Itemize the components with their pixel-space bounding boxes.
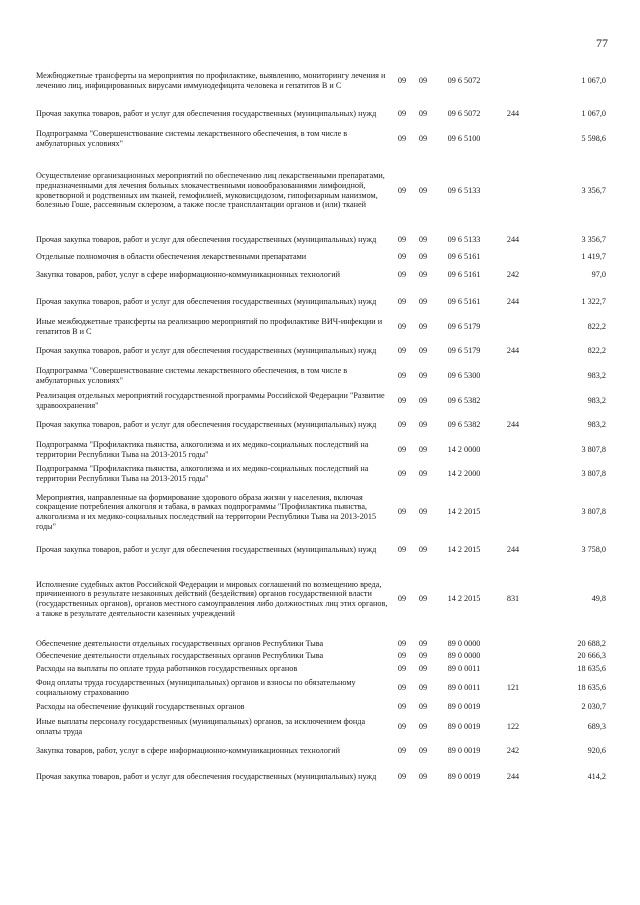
- row-name: Фонд оплаты труда государственных (муниципальных) органов и взносы по обязательному социальному страхованию: [36, 678, 356, 697]
- section-code: 09: [397, 270, 407, 280]
- target-article-code: 09 6 5161: [447, 252, 481, 262]
- section-code: 09: [397, 185, 407, 195]
- target-article-code: 14 2 0000: [447, 445, 481, 455]
- amount: 414,2: [587, 772, 606, 782]
- row-name: Прочая закупка товаров, работ и услуг для обеспечения государственных (муниципальных) нужд: [36, 346, 377, 356]
- row-name: Подпрограмма "Профилактика пьянства, алкоголизма и их медико-социальных последствий на территории Республики Тыва на 2013-2015 годы": [36, 464, 369, 483]
- table-row: [36, 767, 606, 787]
- row-name: Иные межбюджетные трансферты на реализацию мероприятий по профилактике ВИЧ-инфекции и гепатитов В и С: [36, 317, 383, 336]
- section-code: 09: [397, 252, 407, 262]
- section-code: 09: [397, 683, 407, 693]
- row-name: Расходы на обеспечение функций государственных органов: [36, 702, 245, 712]
- table-row: [36, 265, 606, 285]
- subsection-code: 09: [418, 270, 428, 280]
- table-row: [36, 540, 606, 560]
- row-name: Расходы на выплаты по оплате труда работников государственных органов: [36, 664, 298, 674]
- subsection-code: 09: [418, 722, 428, 732]
- section-code: 09: [397, 134, 407, 144]
- row-name: Мероприятия, направленные на формирование здорового образа жизни у населения, включая сокращение потребления алкоголя и табака, в рамках подпрограммы "Профилактика пьянства, алкоголизма и их медико-социальных последствий на территории Республики Тыва на 2013-2015 годы": [36, 492, 377, 531]
- section-code: 09: [397, 722, 407, 732]
- subsection-code: 09: [418, 109, 428, 119]
- table-row: [36, 638, 606, 650]
- amount: 1 067,0: [581, 76, 606, 86]
- target-article-code: 89 0 0011: [447, 683, 481, 693]
- subsection-code: 09: [418, 134, 428, 144]
- subsection-code: 09: [418, 396, 428, 406]
- row-name: Отдельные полномочия в области обеспечения лекарственными препаратами: [36, 252, 307, 262]
- row-name: Прочая закупка товаров, работ и услуг для обеспечения государственных (муниципальных) нужд: [36, 109, 377, 119]
- amount: 983,2: [587, 371, 606, 381]
- target-article-code: 89 0 0019: [447, 702, 481, 712]
- target-article-code: 14 2 2015: [447, 594, 481, 604]
- section-code: 09: [397, 396, 407, 406]
- target-article-code: 89 0 0019: [447, 722, 481, 732]
- table-row: [36, 650, 606, 662]
- amount: 689,3: [587, 722, 606, 732]
- subsection-code: 09: [418, 235, 428, 245]
- subsection-code: 09: [418, 322, 428, 332]
- amount: 20 688,2: [577, 639, 606, 649]
- table-row: [36, 717, 606, 737]
- row-name: Подпрограмма "Профилактика пьянства, алкоголизма и их медико-социальных последствий на территории Республики Тыва на 2013-2015 годы": [36, 440, 369, 459]
- target-article-code: 14 2 2015: [447, 507, 481, 517]
- expense-type-code: 244: [506, 346, 520, 356]
- section-code: 09: [397, 109, 407, 119]
- row-name: Реализация отдельных мероприятий государственной программы Российской Федерации "Развитие здравоохранения": [36, 391, 385, 410]
- subsection-code: 09: [418, 346, 428, 356]
- row-name: Прочая закупка товаров, работ и услуг для обеспечения государственных (муниципальных) нужд: [36, 235, 377, 245]
- target-article-code: 09 6 5161: [447, 297, 481, 307]
- amount: 18 635,6: [577, 664, 606, 674]
- table-row: [36, 317, 606, 337]
- table-row: [36, 366, 606, 386]
- expense-type-code: 244: [506, 545, 520, 555]
- table-row: [36, 391, 606, 411]
- table-row: [36, 152, 606, 229]
- target-article-code: 09 6 5161: [447, 270, 481, 280]
- amount: 97,0: [591, 270, 606, 280]
- budget-table: [36, 66, 606, 787]
- table-row: [36, 251, 606, 263]
- target-article-code: 09 6 5133: [447, 185, 481, 195]
- table-row: [36, 663, 606, 675]
- amount: 1 419,7: [581, 252, 606, 262]
- target-article-code: 14 2 2015: [447, 545, 481, 555]
- section-code: 09: [397, 420, 407, 430]
- section-code: 09: [397, 746, 407, 756]
- expense-type-code: 242: [506, 270, 520, 280]
- section-code: 09: [397, 639, 407, 649]
- subsection-code: 09: [418, 76, 428, 86]
- expense-type-code: 121: [506, 683, 520, 693]
- subsection-code: 09: [418, 683, 428, 693]
- amount: 49,8: [591, 594, 606, 604]
- section-code: 09: [397, 507, 407, 517]
- amount: 1 067,0: [581, 109, 606, 119]
- row-name: Прочая закупка товаров, работ и услуг для обеспечения государственных (муниципальных) нужд: [36, 420, 377, 430]
- section-code: 09: [397, 371, 407, 381]
- target-article-code: 09 6 5382: [447, 420, 481, 430]
- expense-type-code: 244: [506, 297, 520, 307]
- target-article-code: 09 6 5072: [447, 109, 481, 119]
- expense-type-code: 242: [506, 746, 520, 756]
- section-code: 09: [397, 346, 407, 356]
- expense-type-code: 244: [506, 235, 520, 245]
- table-row: [36, 292, 606, 312]
- subsection-code: 09: [418, 445, 428, 455]
- table-row: [36, 741, 606, 761]
- amount: 20 666,3: [577, 651, 606, 661]
- amount: 983,2: [587, 396, 606, 406]
- section-code: 09: [397, 594, 407, 604]
- section-code: 09: [397, 235, 407, 245]
- target-article-code: 89 0 0000: [447, 639, 481, 649]
- section-code: 09: [397, 702, 407, 712]
- amount: 822,2: [587, 322, 606, 332]
- table-row: [36, 129, 606, 149]
- target-article-code: 09 6 5072: [447, 76, 481, 86]
- amount: 3 758,0: [581, 545, 606, 555]
- subsection-code: 09: [418, 639, 428, 649]
- subsection-code: 09: [418, 545, 428, 555]
- amount: 3 807,8: [581, 469, 606, 479]
- row-name: Обеспечение деятельности отдельных государственных органов Республики Тыва: [36, 639, 324, 649]
- row-name: Осуществление организационных мероприятий по обеспечению лиц лекарственными препаратами, предназначенными для лечения больных злокачественными новообразованиями лимфоидной, кроветворной и родственных им тканей, гемофилией, муковисцидозом, гипофизарным нанизмом, болезнью Гоше, рассеянным склерозом, а также после трансплантации органов и (или) тканей: [36, 171, 385, 210]
- row-name: Закупка товаров, работ, услуг в сфере информационно-коммуникационных технологий: [36, 746, 340, 756]
- table-row: [36, 66, 606, 96]
- amount: 5 598,6: [581, 134, 606, 144]
- target-article-code: 89 0 0019: [447, 746, 481, 756]
- expense-type-code: 122: [506, 722, 520, 732]
- row-name: Иные выплаты персоналу государственных (муниципальных) органов, за исключением фонда оплаты труда: [36, 717, 366, 736]
- amount: 18 635,6: [577, 683, 606, 693]
- subsection-code: 09: [418, 594, 428, 604]
- target-article-code: 09 6 5100: [447, 134, 481, 144]
- row-name: Подпрограмма "Совершенствование системы лекарственного обеспечения, в том числе в амбулаторных условиях": [36, 129, 348, 148]
- target-article-code: 89 0 0011: [447, 664, 481, 674]
- subsection-code: 09: [418, 664, 428, 674]
- section-code: 09: [397, 76, 407, 86]
- subsection-code: 09: [418, 420, 428, 430]
- amount: 2 030,7: [581, 702, 606, 712]
- subsection-code: 09: [418, 469, 428, 479]
- expense-type-code: 244: [506, 772, 520, 782]
- table-row: [36, 568, 606, 630]
- page-number: 77: [596, 36, 608, 50]
- target-article-code: 09 6 5300: [447, 371, 481, 381]
- subsection-code: 09: [418, 252, 428, 262]
- table-row: [36, 678, 606, 698]
- table-row: [36, 492, 606, 532]
- section-code: 09: [397, 322, 407, 332]
- expense-type-code: 244: [506, 420, 520, 430]
- section-code: 09: [397, 297, 407, 307]
- table-row: [36, 230, 606, 250]
- target-article-code: 09 6 5133: [447, 235, 481, 245]
- subsection-code: 09: [418, 371, 428, 381]
- amount: 3 807,8: [581, 507, 606, 517]
- table-row: [36, 464, 606, 484]
- subsection-code: 09: [418, 297, 428, 307]
- row-name: Прочая закупка товаров, работ и услуг для обеспечения государственных (муниципальных) нужд: [36, 772, 377, 782]
- section-code: 09: [397, 664, 407, 674]
- row-name: Прочая закупка товаров, работ и услуг для обеспечения государственных (муниципальных) нужд: [36, 297, 377, 307]
- section-code: 09: [397, 772, 407, 782]
- target-article-code: 89 0 0019: [447, 772, 481, 782]
- row-name: Межбюджетные трансферты на мероприятия по профилактике, выявлению, мониторингу лечения и лечению лиц, инфицированных вирусами иммунодефицита человека и гепатитов В и С: [36, 71, 386, 90]
- amount: 3 356,7: [581, 235, 606, 245]
- section-code: 09: [397, 469, 407, 479]
- row-name: Обеспечение деятельности отдельных государственных органов Республики Тыва: [36, 651, 324, 661]
- row-name: Прочая закупка товаров, работ и услуг для обеспечения государственных (муниципальных) нужд: [36, 545, 377, 555]
- subsection-code: 09: [418, 702, 428, 712]
- target-article-code: 14 2 2000: [447, 469, 481, 479]
- section-code: 09: [397, 445, 407, 455]
- amount: 3 807,8: [581, 445, 606, 455]
- amount: 983,2: [587, 420, 606, 430]
- section-code: 09: [397, 651, 407, 661]
- row-name: Исполнение судебных актов Российской Федерации и мировых соглашений по возмещению вреда, причиненного в результате незаконных действий (бездействия) органов государственной власти (государственных органов), органов местного самоуправления либо должностных лиц этих органов, а также в результате деятельности казенных учреждений: [36, 579, 388, 618]
- target-article-code: 09 6 5382: [447, 396, 481, 406]
- section-code: 09: [397, 545, 407, 555]
- target-article-code: 09 6 5179: [447, 322, 481, 332]
- amount: 920,6: [587, 746, 606, 756]
- subsection-code: 09: [418, 507, 428, 517]
- table-row: [36, 415, 606, 435]
- target-article-code: 89 0 0000: [447, 651, 481, 661]
- row-name: Закупка товаров, работ, услуг в сфере информационно-коммуникационных технологий: [36, 270, 340, 280]
- subsection-code: 09: [418, 651, 428, 661]
- table-row: [36, 104, 606, 124]
- amount: 3 356,7: [581, 185, 606, 195]
- row-name: Подпрограмма "Совершенствование системы лекарственного обеспечения, в том числе в амбулаторных условиях": [36, 366, 348, 385]
- subsection-code: 09: [418, 185, 428, 195]
- table-row: [36, 440, 606, 460]
- subsection-code: 09: [418, 746, 428, 756]
- expense-type-code: 831: [506, 594, 520, 604]
- subsection-code: 09: [418, 772, 428, 782]
- table-row: [36, 701, 606, 713]
- table-row: [36, 341, 606, 361]
- amount: 1 322,7: [581, 297, 606, 307]
- expense-type-code: 244: [506, 109, 520, 119]
- target-article-code: 09 6 5179: [447, 346, 481, 356]
- amount: 822,2: [587, 346, 606, 356]
